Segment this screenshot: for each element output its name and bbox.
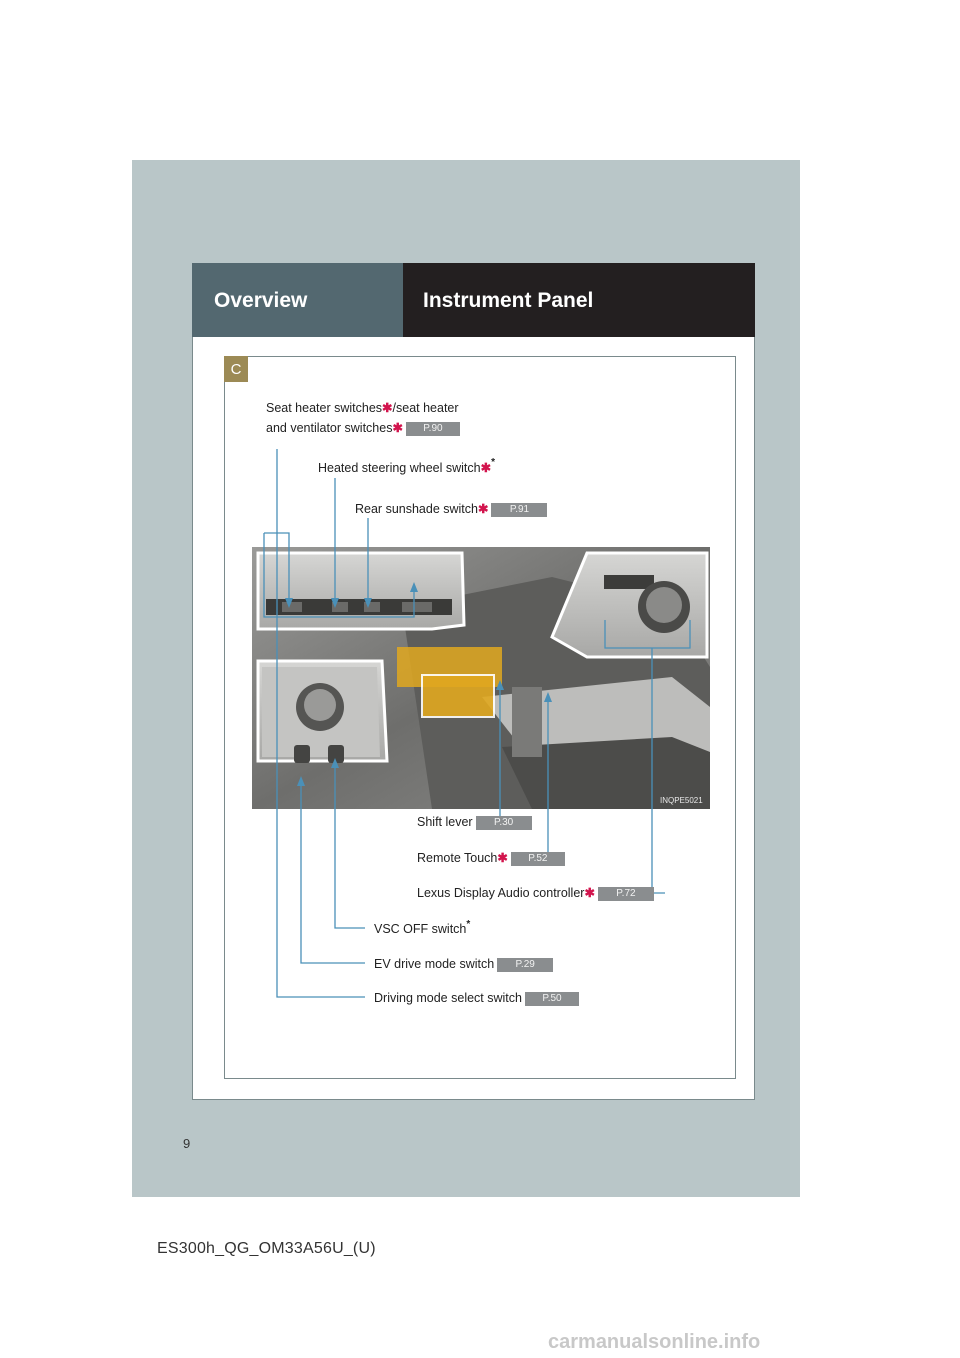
- rear-sunshade-text: Rear sunshade switch: [355, 502, 478, 516]
- asterisk-icon: ✱: [382, 401, 393, 415]
- vsc-off-label: [374, 919, 471, 936]
- ventilator-label: [266, 420, 460, 436]
- page-ref-ev-drive[interactable]: P.29: [497, 958, 553, 972]
- page-ref-rear-sunshade[interactable]: P.91: [491, 503, 547, 517]
- header-section-label: Overview: [214, 289, 308, 312]
- image-code: INQPE5021: [660, 796, 703, 805]
- leader-driving-mode: [277, 449, 365, 997]
- asterisk-icon: ✱: [480, 461, 492, 475]
- remote-touch-text: Remote Touch: [417, 851, 498, 865]
- ventilator-text: and ventilator switches: [266, 421, 393, 435]
- shift-lever-text: Shift lever: [417, 815, 473, 829]
- watermark: carmanualsonline.info: [548, 1331, 761, 1353]
- document-footer: ES300h_QG_OM33A56U_(U): [157, 1240, 376, 1257]
- asterisk-icon: ✱: [392, 421, 403, 435]
- lda-controller-label: [417, 885, 654, 901]
- rear-sunshade-label: [355, 501, 547, 517]
- seat-heater-label: [266, 400, 459, 415]
- page-number: 9: [183, 1136, 191, 1151]
- ev-drive-label: [374, 957, 553, 972]
- driving-mode-text: Driving mode select switch: [374, 991, 522, 1005]
- heated-wheel-text: Heated steering wheel switch: [318, 461, 481, 475]
- section-badge: C: [224, 356, 248, 382]
- page-ref-lda-controller[interactable]: P.72: [598, 887, 654, 901]
- ev-drive-text: EV drive mode switch: [374, 957, 495, 971]
- seat-heater-text-b: /seat heater: [392, 401, 459, 415]
- heated-wheel-label: [318, 457, 495, 475]
- asterisk-icon: ✱: [477, 502, 489, 516]
- page-ref-shift-lever[interactable]: P.30: [476, 816, 532, 830]
- page-ref-remote-touch[interactable]: P.52: [511, 852, 565, 866]
- asterisk-icon: ✱: [497, 851, 508, 865]
- remote-touch-label: [417, 850, 565, 866]
- footnote-mark: *: [491, 457, 495, 468]
- asterisk-icon: ✱: [584, 886, 595, 900]
- seat-heater-text: Seat heater switches: [266, 401, 383, 415]
- footnote-mark: *: [466, 919, 471, 930]
- page-ref-seat-heater[interactable]: P.90: [406, 422, 460, 436]
- shift-lever-label: [417, 815, 532, 830]
- page-ref-driving-mode[interactable]: P.50: [525, 992, 579, 1006]
- lda-controller-text: Lexus Display Audio controller: [417, 886, 585, 900]
- page-title: Instrument Panel: [423, 289, 594, 312]
- vsc-off-text: VSC OFF switch: [374, 922, 467, 936]
- driving-mode-label: [374, 991, 579, 1006]
